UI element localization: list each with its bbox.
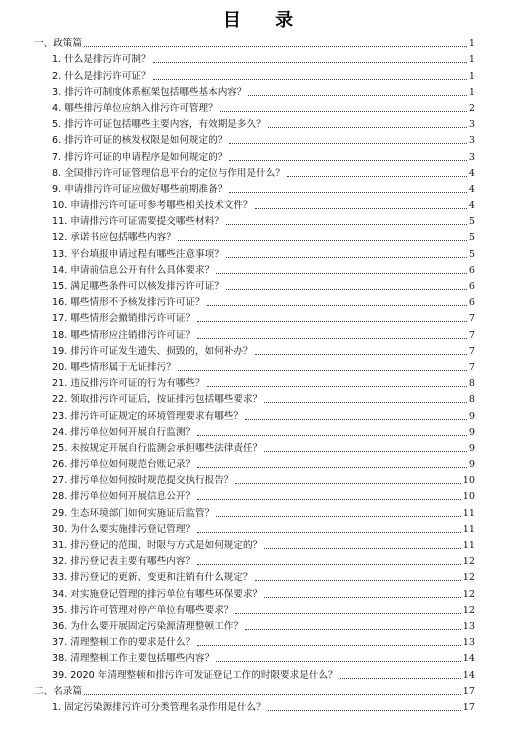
toc-entry-row[interactable] (34, 698, 475, 714)
toc-page-number: 1 (468, 86, 475, 98)
dot-leader (268, 709, 461, 711)
toc-entry-row[interactable] (34, 83, 475, 99)
dot-leader (248, 94, 466, 96)
dot-leader (216, 515, 461, 517)
toc-entry-label: 9. 申请排污许可证应做好哪些前期准备？ (52, 183, 228, 195)
table-of-contents (34, 34, 475, 714)
toc-page-number: 9 (468, 459, 475, 471)
toc-page-number: 17 (462, 701, 475, 713)
toc-entry-label: 26. 排污单位如何规范台账记录？ (52, 459, 196, 471)
toc-entry-row[interactable] (34, 342, 475, 358)
toc-entry-row[interactable] (34, 131, 475, 147)
toc-page-number: 5 (468, 248, 475, 260)
toc-page-number: 12 (462, 604, 475, 616)
dot-leader (84, 45, 467, 47)
toc-entry-row[interactable] (34, 309, 475, 325)
toc-entry-row[interactable] (34, 228, 475, 244)
toc-entry-row[interactable] (34, 164, 475, 180)
dot-leader (216, 272, 467, 274)
toc-entry-row[interactable] (34, 487, 475, 503)
dot-leader (245, 418, 467, 420)
toc-page-number: 3 (468, 135, 475, 147)
toc-entry-row[interactable] (34, 536, 475, 552)
dot-leader (207, 385, 467, 387)
toc-page-number: 4 (468, 167, 475, 179)
toc-entry-label: 32. 排污登记表主要有哪些内容？ (52, 556, 196, 568)
toc-entry-row[interactable] (34, 390, 475, 406)
toc-page-number: 3 (468, 151, 475, 163)
toc-page-number: 7 (468, 361, 475, 373)
toc-section-label: 一、政策篇 (34, 38, 82, 50)
toc-page-number: 7 (468, 329, 475, 341)
toc-page-number: 13 (462, 620, 475, 632)
toc-entry-row[interactable] (34, 325, 475, 341)
toc-entry-row[interactable] (34, 180, 475, 196)
dot-leader (229, 159, 467, 161)
toc-entry-label: 8. 全国排污许可证管理信息平台的定位与作用是什么？ (52, 167, 285, 179)
toc-entry-label: 6. 排污许可证的核发权限是如何规定的？ (52, 135, 228, 147)
toc-entry-row[interactable] (34, 115, 475, 131)
toc-entry-label: 21. 违反排污许可证的行为有哪些？ (52, 378, 205, 390)
toc-entry-label: 20. 哪些情形属于无证排污？ (52, 361, 176, 373)
toc-entry-label: 23. 排污许可证规定的环境管理要求有哪些？ (52, 410, 243, 422)
toc-entry-label: 33. 排污登记的更新、变更和注销有什么规定？ (52, 572, 253, 584)
toc-entry-label: 36. 为什么要开展固定污染源清理整顿工作？ (52, 620, 243, 632)
toc-page-number: 6 (468, 297, 475, 309)
toc-entry-label: 2. 什么是排污许可证？ (52, 70, 151, 82)
toc-page-number: 6 (468, 264, 475, 276)
toc-page-number: 6 (468, 281, 475, 292)
toc-page-number: 14 (462, 653, 475, 665)
toc-entry-row[interactable] (34, 471, 475, 487)
toc-entry-row[interactable] (34, 406, 475, 422)
toc-page-number: 7 (468, 345, 475, 357)
toc-entry-label: 39. 2020 年清理整顿和排污许可发证登记工作的时限要求是什么？ (52, 669, 338, 681)
toc-page-number: 11 (462, 540, 475, 551)
toc-entry-row[interactable] (34, 196, 475, 212)
toc-entry-label: 38. 清理整顿工作主要包括哪些内容？ (52, 653, 215, 665)
toc-entry-label: 35. 排污许可管理对停产单位有哪些要求？ (52, 604, 234, 616)
toc-entry-row[interactable] (34, 66, 475, 82)
toc-entry-label: 27. 排污单位如何按时规范提交执行报告？ (52, 475, 234, 487)
toc-entry-row[interactable] (34, 423, 475, 439)
toc-entry-label: 16. 哪些情形不予核发排污许可证？ (52, 297, 205, 309)
toc-page-number: 5 (468, 232, 475, 244)
dot-leader (226, 223, 467, 225)
toc-page-number: 5 (468, 216, 475, 228)
toc-page-number: 1 (468, 38, 475, 50)
dot-leader (264, 547, 461, 549)
toc-section-row[interactable] (34, 682, 475, 698)
dot-leader (216, 660, 461, 662)
dot-leader (197, 563, 461, 565)
toc-entry-label: 3. 排污许可制度体系框架包括哪些基本内容？ (52, 86, 247, 98)
dot-leader (264, 401, 467, 403)
dot-leader (220, 110, 467, 112)
toc-entry-label: 30. 为什么要实施排污登记管理？ (52, 523, 196, 535)
toc-entry-row[interactable] (34, 601, 475, 617)
toc-page-number: 13 (462, 637, 475, 649)
toc-entry-row[interactable] (34, 50, 475, 66)
dot-leader (197, 337, 467, 339)
dot-leader (229, 142, 467, 144)
dot-leader (226, 256, 467, 258)
toc-entry-label: 19. 排污许可证发生遗失、损毁的，如何补办？ (52, 345, 253, 357)
toc-entry-row[interactable] (34, 633, 475, 649)
toc-entry-label: 10. 申请排污许可证可参考哪些相关技术文件？ (52, 200, 253, 212)
toc-entry-row[interactable] (34, 552, 475, 568)
toc-page-number: 11 (462, 507, 475, 519)
toc-entry-label: 12. 承诺书应包括哪些内容？ (52, 232, 176, 244)
toc-entry-label: 18. 哪些情形应注销排污许可证？ (52, 329, 196, 341)
dot-leader (255, 207, 467, 209)
dot-leader (197, 644, 461, 646)
toc-page-number: 9 (468, 442, 475, 454)
toc-entry-row[interactable] (34, 617, 475, 633)
dot-leader (178, 239, 467, 241)
toc-page-number: 4 (468, 183, 475, 195)
dot-leader (229, 191, 467, 193)
toc-entry-label: 14. 申请前信息公开有什么具体要求？ (52, 264, 215, 276)
dot-leader (287, 175, 467, 177)
toc-entry-label: 31. 排污登记的范围、时限与方式是如何规定的？ (52, 540, 263, 551)
dot-leader (153, 78, 467, 80)
toc-entry-label: 25. 未按规定开展自行监测会承担哪些法律责任？ (52, 442, 263, 454)
toc-entry-label: 34. 对实施登记管理的排污单位有哪些环保要求？ (52, 588, 263, 600)
toc-entry-label: 28. 排污单位如何开展信息公开？ (52, 491, 196, 503)
toc-page-number: 10 (462, 475, 475, 487)
toc-entry-row[interactable] (34, 277, 475, 293)
toc-page-number: 8 (468, 378, 475, 390)
toc-entry-label: 17. 哪些情形会撤销排污许可证？ (52, 313, 196, 325)
toc-entry-label: 4. 哪些排污单位应纳入排污许可管理？ (52, 102, 218, 114)
toc-page-number: 9 (468, 410, 475, 422)
dot-leader (207, 304, 467, 306)
toc-entry-label: 5. 排污许可证包括哪些主要内容，有效期是多久？ (52, 119, 266, 131)
toc-entry-row[interactable] (34, 503, 475, 519)
dot-leader (153, 61, 467, 63)
dot-leader (197, 498, 461, 500)
toc-entry-label: 7. 排污许可证的申请程序是如何规定的？ (52, 151, 228, 163)
dot-leader (178, 369, 467, 371)
toc-page-number: 14 (462, 669, 475, 681)
toc-entry-row[interactable] (34, 584, 475, 600)
dot-leader (268, 126, 467, 128)
toc-page-number: 3 (468, 119, 475, 131)
dot-leader (235, 612, 460, 614)
toc-entry-label: 13. 平台填报申请过程有哪些注意事项？ (52, 248, 224, 260)
dot-leader (235, 482, 460, 484)
toc-entry-row[interactable] (34, 665, 475, 681)
dot-leader (264, 596, 461, 598)
toc-page-number: 12 (462, 572, 475, 584)
toc-section-row[interactable] (34, 34, 475, 50)
toc-entry-row[interactable] (34, 439, 475, 455)
toc-page-number: 17 (462, 685, 475, 697)
toc-entry-row[interactable] (34, 212, 475, 228)
toc-entry-label: 1. 固定污染源排污许可分类管理名录作用是什么？ (52, 701, 266, 713)
dot-leader (340, 677, 461, 679)
dot-leader (264, 450, 467, 452)
toc-entry-row[interactable] (34, 261, 475, 277)
toc-page-number: 12 (462, 556, 475, 568)
dot-leader (255, 579, 461, 581)
toc-entry-label: 29. 生态环境部门如何实施证后监管？ (52, 507, 215, 519)
dot-leader (197, 434, 467, 436)
dot-leader (255, 353, 467, 355)
toc-entry-label: 11. 申请排污许可证需要提交哪些材料？ (52, 216, 224, 228)
toc-entry-row[interactable] (34, 374, 475, 390)
toc-entry-row[interactable] (34, 147, 475, 163)
toc-entry-row[interactable] (34, 358, 475, 374)
toc-page-number: 7 (468, 313, 475, 325)
toc-page-number: 1 (468, 70, 475, 82)
toc-entry-row[interactable] (34, 99, 475, 115)
dot-leader (197, 531, 461, 533)
toc-entry-label: 37. 清理整顿工作的要求是什么？ (52, 637, 196, 649)
toc-entry-row[interactable] (34, 649, 475, 665)
toc-section-label: 二、名录篇 (34, 685, 82, 697)
toc-entry-label: 24. 排污单位如何开展自行监测？ (52, 426, 196, 438)
toc-page-number: 1 (468, 54, 475, 66)
toc-entry-row[interactable] (34, 568, 475, 584)
toc-entry-label: 15. 满足哪些条件可以核发排污许可证？ (52, 281, 224, 292)
dot-leader (226, 288, 467, 290)
toc-page-number: 10 (462, 491, 475, 503)
dot-leader (197, 466, 467, 468)
toc-page-number: 12 (462, 588, 475, 600)
toc-entry-label: 1. 什么是排污许可制？ (52, 54, 151, 66)
toc-page-number: 4 (468, 200, 475, 212)
toc-page-number: 11 (462, 523, 475, 535)
toc-page-number: 9 (468, 426, 475, 438)
dot-leader (197, 320, 467, 322)
toc-entry-row[interactable] (34, 455, 475, 471)
toc-page-number: 8 (468, 394, 475, 406)
dot-leader (84, 693, 461, 695)
toc-entry-label: 22. 领取排污许可证后，按证排污包括哪些要求？ (52, 394, 263, 406)
toc-entry-row[interactable] (34, 293, 475, 309)
dot-leader (245, 628, 461, 630)
toc-page-number: 2 (468, 102, 475, 114)
toc-entry-row[interactable] (34, 520, 475, 536)
page-title: 目 录 (222, 10, 308, 31)
toc-entry-row[interactable] (34, 244, 475, 260)
